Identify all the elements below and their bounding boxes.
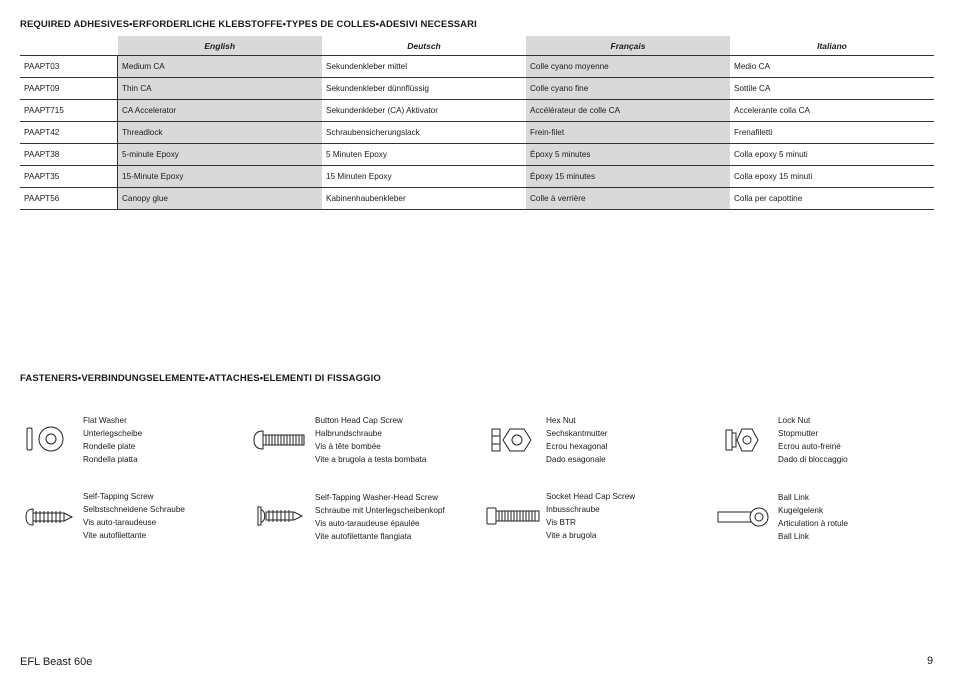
fastener-label-en: Ball Link (778, 493, 809, 502)
ball-link-icon (716, 506, 770, 528)
table-row (20, 166, 934, 188)
english-cell: CA Accelerator (118, 100, 323, 122)
english-cell: Thin CA (118, 78, 323, 100)
fastener-label-en: Hex Nut (546, 416, 576, 425)
english-cell: 15-Minute Epoxy (118, 166, 323, 188)
english-cell: Threadlock (118, 122, 323, 144)
fastener-label-it: Dado di bloccaggio (778, 455, 848, 464)
fastener-label-en: Self-Tapping Washer-Head Screw (315, 493, 439, 502)
francais-cell: Époxy 15 minutes (526, 166, 730, 188)
fastener-hex-nut (546, 414, 607, 466)
francais-cell: Colle à verrière (526, 188, 730, 210)
deutsch-cell: 15 Minuten Epoxy (322, 166, 526, 188)
fastener-self-tapping-washer-head-screw (315, 491, 445, 543)
table-row (20, 100, 934, 122)
fastener-label-de: Schraube mit Unterlegscheibenkopf (315, 506, 445, 515)
fastener-flat-washer (83, 414, 142, 466)
francais-cell: Époxy 5 minutes (526, 144, 730, 166)
italiano-cell: Frenafiletti (730, 122, 934, 144)
fastener-label-de: Stopmutter (778, 429, 819, 438)
fastener-socket-head-cap-screw (546, 490, 635, 542)
francais-cell: Accélérateur de colle CA (526, 100, 730, 122)
fastener-label-it: Vite a brugola a testa bombata (315, 455, 427, 464)
part-code: PAAPT38 (20, 144, 118, 166)
deutsch-cell: Sekundenkleber (CA) Aktivator (322, 100, 526, 122)
fastener-label-it: Vite autofilettante flangiata (315, 532, 412, 541)
fastener-label-fr: Ecrou auto-freiné (778, 442, 841, 451)
italiano-cell: Medio CA (730, 56, 934, 78)
table-row (20, 188, 934, 210)
table-row (20, 78, 934, 100)
part-code: PAAPT715 (20, 100, 118, 122)
fastener-label-it: Ball Link (778, 532, 809, 541)
fastener-button-head-cap-screw (315, 414, 426, 466)
francais-cell: Frein-filet (526, 122, 730, 144)
fastener-label-de: Halbrundschraube (315, 429, 382, 438)
fastener-label-it: Dado esagonale (546, 455, 606, 464)
part-code: PAAPT56 (20, 188, 118, 210)
fastener-label-de: Selbstschneidene Schraube (83, 505, 185, 514)
italiano-cell: Colla per capottine (730, 188, 934, 210)
hex-nut-icon (490, 426, 534, 454)
fastener-label-it: Rondella piatta (83, 455, 138, 464)
fasteners-heading: FASTENERS•VERBINDUNGSELEMENTE•ATTACHES•ELEMENTI DI FISSAGGIO (20, 373, 381, 384)
flat-washer-icon (24, 425, 68, 453)
page-number: 9 (927, 655, 934, 667)
adhesives-table (20, 36, 934, 210)
part-code: PAAPT03 (20, 56, 118, 78)
table-row (20, 144, 934, 166)
fastener-label-de: Unterlegscheibe (83, 429, 143, 438)
lock-nut-icon (724, 426, 760, 454)
deutsch-cell: Sekundenkleber dünnflüssig (322, 78, 526, 100)
deutsch-cell: Sekundenkleber mittel (322, 56, 526, 78)
button-head-cap-screw-icon (252, 430, 306, 450)
code-column-header (20, 36, 118, 56)
table-row (20, 122, 934, 144)
fastener-label-fr: Vis à tête bombée (315, 442, 381, 451)
fastener-label-en: Flat Washer (83, 416, 127, 425)
fastener-label-it: Vite a brugola (546, 531, 597, 540)
fastener-label-fr: Ecrou hexagonal (546, 442, 608, 451)
adhesives-header-row (20, 36, 934, 56)
part-code: PAAPT42 (20, 122, 118, 144)
fastener-label-de: Kugelgelenk (778, 506, 824, 515)
english-cell: 5-minute Epoxy (118, 144, 323, 166)
fastener-label-fr: Vis auto-taraudeuse épaulée (315, 519, 420, 528)
self-tapping-screw-icon (24, 507, 74, 527)
fastener-self-tapping-screw (83, 490, 185, 542)
italiano-cell: Accelerante colla CA (730, 100, 934, 122)
self-tapping-washer-head-screw-icon (256, 505, 304, 527)
fastener-lock-nut (778, 414, 848, 466)
column-header-francais: Français (526, 36, 730, 56)
fastener-label-en: Lock Nut (778, 416, 811, 425)
footer-title: EFL Beast 60e (20, 656, 93, 668)
fastener-ball-link (778, 491, 848, 543)
english-cell: Medium CA (118, 56, 323, 78)
fastener-label-en: Self-Tapping Screw (83, 492, 154, 501)
fastener-label-en: Socket Head Cap Screw (546, 492, 636, 501)
part-code: PAAPT35 (20, 166, 118, 188)
francais-cell: Colle cyano moyenne (526, 56, 730, 78)
fastener-label-de: Inbusschraube (546, 505, 600, 514)
fastener-label-en: Button Head Cap Screw (315, 416, 403, 425)
adhesives-heading: REQUIRED ADHESIVES•ERFORDERLICHE KLEBSTOFFE•TYPES DE COLLES•ADESIVI NECESSARI (20, 19, 477, 30)
table-row (20, 56, 934, 78)
socket-head-cap-screw-icon (485, 506, 541, 526)
fastener-label-fr: Vis BTR (546, 518, 576, 527)
deutsch-cell: Kabinenhaubenkleber (322, 188, 526, 210)
deutsch-cell: Schraubensicherungslack (322, 122, 526, 144)
italiano-cell: Sottile CA (730, 78, 934, 100)
italiano-cell: Colla epoxy 5 minuti (730, 144, 934, 166)
column-header-italiano: Italiano (730, 36, 934, 56)
fastener-label-de: Sechskantmutter (546, 429, 608, 438)
fastener-label-fr: Vis auto-taraudeuse (83, 518, 157, 527)
deutsch-cell: 5 Minuten Epoxy (322, 144, 526, 166)
fastener-label-fr: Rondelle plate (83, 442, 136, 451)
english-cell: Canopy glue (118, 188, 323, 210)
column-header-deutsch: Deutsch (322, 36, 526, 56)
column-header-english: English (118, 36, 323, 56)
fastener-label-fr: Articulation à rotule (778, 519, 849, 528)
fastener-label-it: Vite autofilettante (83, 531, 147, 540)
part-code: PAAPT09 (20, 78, 118, 100)
francais-cell: Colle cyano fine (526, 78, 730, 100)
italiano-cell: Colla epoxy 15 minuti (730, 166, 934, 188)
